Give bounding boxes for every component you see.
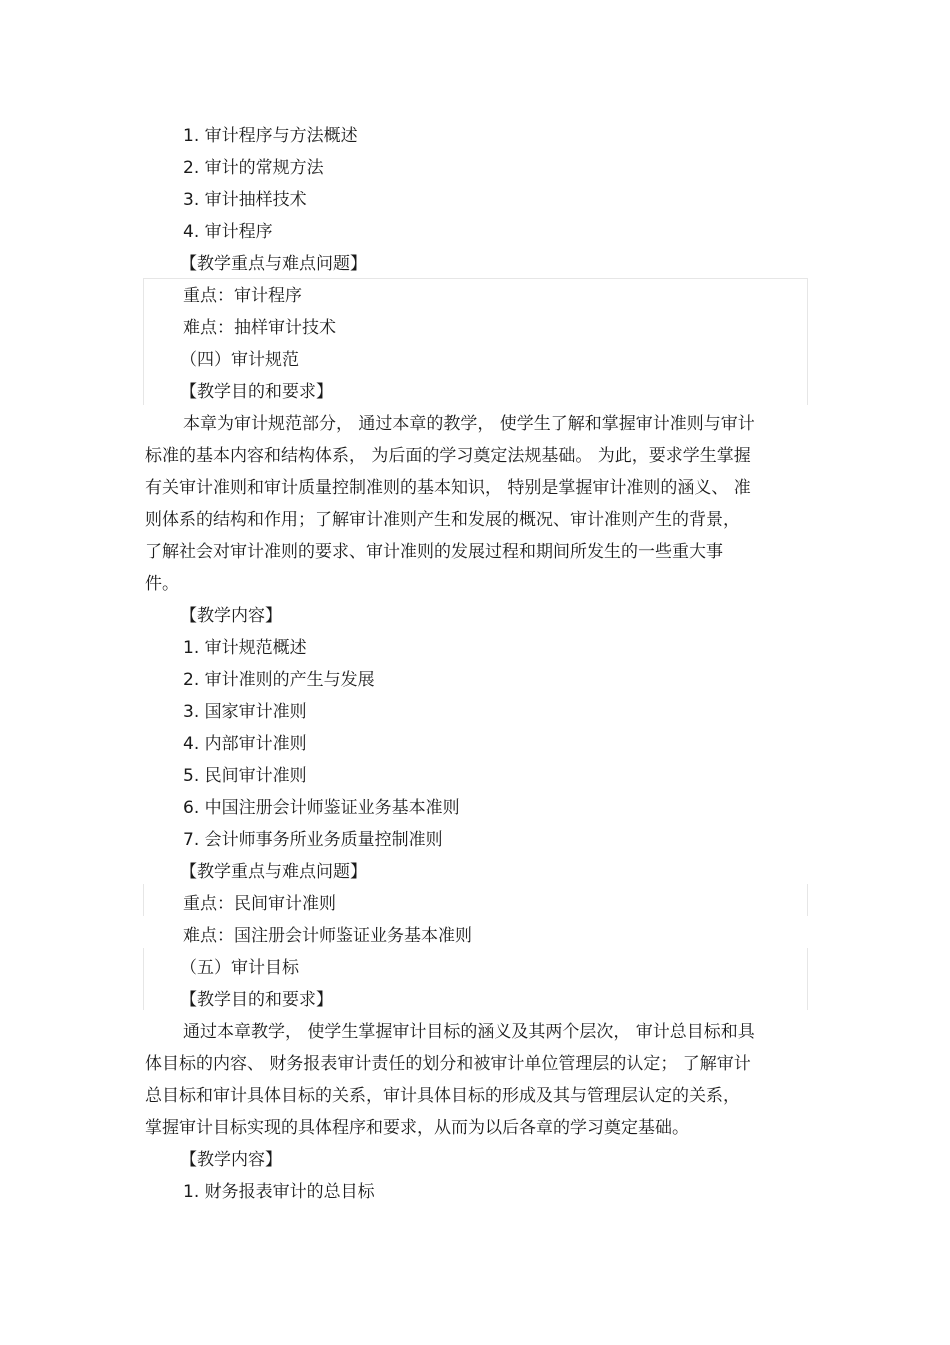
paragraph-line: 本章为审计规范部分， 通过本章的教学， 使学生了解和掌握审计准则与审计 <box>183 414 755 434</box>
list-item: 7. 会计师事务所业务质量控制准则 <box>183 830 443 850</box>
list-item: 5. 民间审计准则 <box>183 766 307 786</box>
key-heading: 【教学重点与难点问题】 <box>180 862 367 882</box>
paragraph-line: 掌握审计目标实现的具体程序和要求，从而为以后各章的学习奠定基础。 <box>145 1118 689 1138</box>
difficult-point: 难点：国注册会计师鉴证业务基本准则 <box>183 926 472 946</box>
paragraph-line: 通过本章教学， 使学生掌握审计目标的涵义及其两个层次， 审计总目标和具 <box>183 1022 755 1042</box>
content-heading: 【教学内容】 <box>180 1150 282 1170</box>
paragraph-line: 总目标和审计具体目标的关系，审计具体目标的形成及其与管理层认定的关系， <box>145 1086 740 1106</box>
list-item: 1. 财务报表审计的总目标 <box>183 1182 375 1202</box>
paragraph-line: 体目标的内容、 财务报表审计责任的划分和被审计单位管理层的认定； 了解审计 <box>145 1054 751 1074</box>
key-point: 重点：审计程序 <box>183 286 302 306</box>
section-title: （四）审计规范 <box>180 350 299 370</box>
list-item: 4. 内部审计准则 <box>183 734 307 754</box>
content-heading: 【教学内容】 <box>180 606 282 626</box>
list-item: 3. 国家审计准则 <box>183 702 307 722</box>
list-item: 1. 审计规范概述 <box>183 638 307 658</box>
paragraph-line: 则体系的结构和作用；了解审计准则产生和发展的概况、审计准则产生的背景， <box>145 510 740 530</box>
key-heading: 【教学重点与难点问题】 <box>180 254 367 274</box>
paragraph-line: 了解社会对审计准则的要求、审计准则的发展过程和期间所发生的一些重大事 <box>145 542 723 562</box>
key-point: 重点：民间审计准则 <box>183 894 336 914</box>
goal-heading: 【教学目的和要求】 <box>180 990 333 1010</box>
paragraph-line: 标准的基本内容和结构体系， 为后面的学习奠定法规基础。 为此，要求学生掌握 <box>145 446 751 466</box>
paragraph-line: 有关审计准则和审计质量控制准则的基本知识， 特别是掌握审计准则的涵义、 准 <box>145 478 751 498</box>
list-item: 2. 审计的常规方法 <box>183 158 324 178</box>
difficult-point: 难点：抽样审计技术 <box>183 318 336 338</box>
section-title: （五）审计目标 <box>180 958 299 978</box>
list-item: 2. 审计准则的产生与发展 <box>183 670 375 690</box>
list-item: 1. 审计程序与方法概述 <box>183 126 358 146</box>
goal-heading: 【教学目的和要求】 <box>180 382 333 402</box>
list-item: 4. 审计程序 <box>183 222 273 242</box>
paragraph-line: 件。 <box>145 574 179 594</box>
list-item: 6. 中国注册会计师鉴证业务基本准则 <box>183 798 460 818</box>
list-item: 3. 审计抽样技术 <box>183 190 307 210</box>
